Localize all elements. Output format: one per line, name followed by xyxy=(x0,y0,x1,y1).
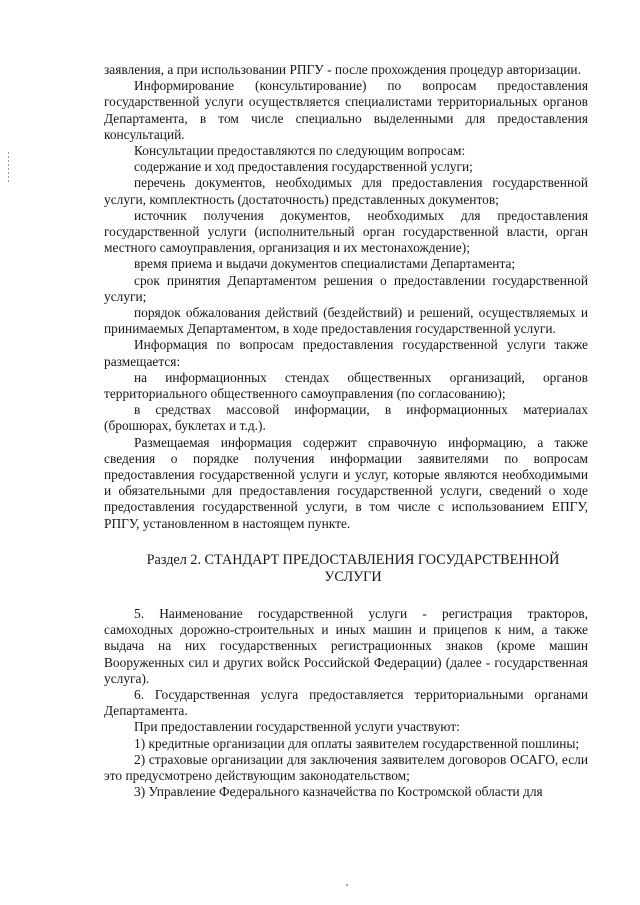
paragraph: Консультации предоставляются по следующим вопросам: xyxy=(134,143,466,159)
paragraph: 5. Наименование государственной услуги - регистрация тракторов, самоходных дорожно-строительных и иных машин и прицепов к ним, а также выдача на них государственных регистрационных знаков (кроме машин Вооруженных сил и других войск Российской Федерации) (далее - государственная услуга). xyxy=(104,605,588,686)
list-item: 2) страховые организации для заключения заявителем договоров ОСАГО, если это предусмотрено действующим законодательством; xyxy=(104,751,588,783)
section-heading-line: Раздел 2. СТАНДАРТ ПРЕДОСТАВЛЕНИЯ ГОСУДАРСТВЕННОЙ xyxy=(146,551,560,568)
section-heading-line: УСЛУГИ xyxy=(324,568,382,585)
margin-scan-mark xyxy=(8,152,9,184)
paragraph: Размещаемая информация содержит справочную информацию, а также сведения о порядке получения информации заявителями по вопросам предоставления государственной услуги и услуг, которые являются необходимыми и обязательными для предоставления государственной услуги, сведений о ходе предоставления государственной услуги, в том числе с использованием ЕПГУ, РПГУ, установленном в настоящем пункте. xyxy=(104,434,588,531)
list-item: источник получения документов, необходимых для предоставления государственной услуги (исполнительный орган государственной власти, орган местного самоуправления, организация и их местонахождение); xyxy=(104,207,588,256)
list-item: перечень документов, необходимых для предоставления государственной услуги, комплектность (достаточность) представленных документов; xyxy=(104,175,588,207)
list-item: порядок обжалования действий (бездействий) и решений, осуществляемых и принимаемых Департаментом, в ходе предоставления государственной услуги. xyxy=(104,305,588,337)
document-body xyxy=(104,62,588,800)
list-item: содержание и ход предоставления государственной услуги; xyxy=(134,159,473,175)
list-item: 3) Управление Федерального казначейства по Костромской области для xyxy=(134,784,543,800)
list-item: в средствах массовой информации, в информационных материалах (брошюрах, буклетах и т.д.). xyxy=(104,402,588,434)
list-item: 1) кредитные организации для оплаты заявителем государственной пошлины; xyxy=(134,735,580,751)
scan-speck xyxy=(346,884,348,886)
list-item: на информационных стендах общественных организаций, органов территориального общественного самоуправления (по согласованию); xyxy=(104,369,588,402)
paragraph: 6. Государственная услуга предоставляется территориальными органами Департамента. xyxy=(104,686,588,719)
section-heading xyxy=(104,552,588,586)
paragraph: заявления, а при использовании РПГУ - после прохождения процедур авторизации. xyxy=(104,62,581,77)
list-item: срок принятия Департаментом решения о предоставлении государственной услуги; xyxy=(104,272,588,304)
paragraph: При предоставлении государственной услуги участвуют: xyxy=(134,719,460,735)
list-item: время приема и выдачи документов специалистами Департамента; xyxy=(134,256,516,272)
paragraph: Информирование (консультирование) по вопросам предоставления государственной услуги осуществляется специалистами территориальных органов Департамента, в том числе специально выделенными для предоставления консультаций. xyxy=(104,78,588,142)
paragraph: Информация по вопросам предоставления государственной услуги также размещается: xyxy=(104,337,588,369)
